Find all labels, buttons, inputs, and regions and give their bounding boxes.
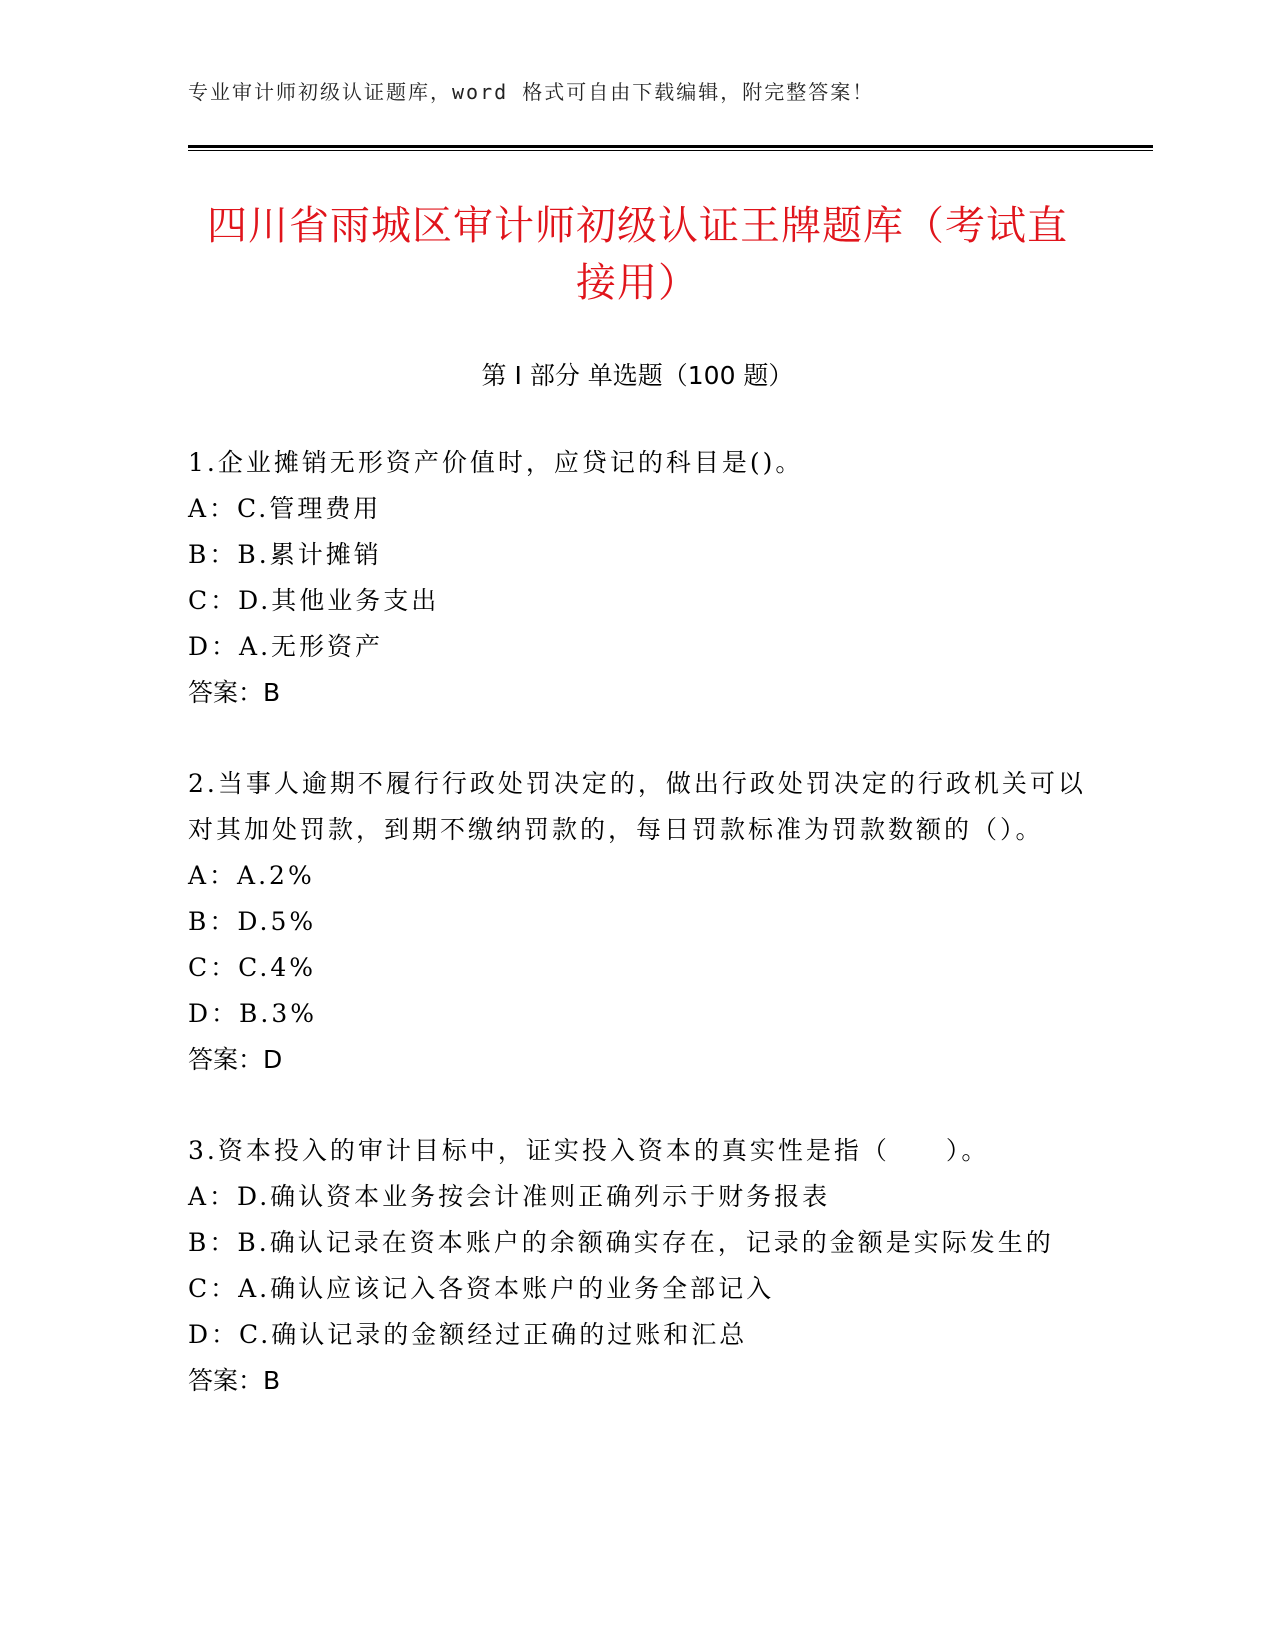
- question-stem: 2.当事人逾期不履行行政处罚决定的，做出行政处罚决定的行政机关可以对其加处罚款，到期不缴纳罚款的，每日罚款标准为罚款数额的（）。: [188, 769, 1086, 844]
- question-stem: 1.企业摊销无形资产价值时，应贷记的科目是()。: [188, 448, 804, 477]
- header-divider-thin: [188, 150, 1153, 151]
- option-b: B：B.累计摊销: [188, 540, 382, 569]
- question-list: [188, 440, 1088, 1449]
- answer: 答案：D: [188, 1045, 283, 1074]
- question-3: [188, 1128, 1088, 1404]
- option-c: C：C.4%: [188, 953, 316, 982]
- question-stem: 3.资本投入的审计目标中，证实投入资本的真实性是指（ ）。: [188, 1136, 990, 1165]
- answer: 答案：B: [188, 1366, 281, 1395]
- answer: 答案：B: [188, 678, 281, 707]
- option-c: C：A.确认应该记入各资本账户的业务全部记入: [188, 1274, 775, 1303]
- question-2: [188, 761, 1088, 1083]
- option-d: D：B.3%: [188, 999, 318, 1028]
- section-title: 第 I 部分 单选题（100 题）: [481, 361, 794, 390]
- question-1: [188, 440, 1088, 716]
- option-c: C：D.其他业务支出: [188, 586, 440, 615]
- option-b: B：D.5%: [188, 907, 317, 936]
- option-b: B：B.确认记录在资本账户的余额确实存在，记录的金额是实际发生的: [188, 1228, 1054, 1257]
- option-d: D：A.无形资产: [188, 632, 384, 661]
- option-a: A：A.2%: [188, 861, 315, 890]
- option-a: A：C.管理费用: [188, 494, 382, 523]
- document-title: 四川省雨城区审计师初级认证王牌题库（考试直接用）: [207, 203, 1068, 306]
- option-a: A：D.确认资本业务按会计准则正确列示于财务报表: [188, 1182, 831, 1211]
- option-d: D：C.确认记录的金额经过正确的过账和汇总: [188, 1320, 748, 1349]
- header-note: 专业审计师初级认证题库，word 格式可自由下载编辑，附完整答案！: [188, 80, 875, 104]
- header-divider-thick: [188, 145, 1153, 148]
